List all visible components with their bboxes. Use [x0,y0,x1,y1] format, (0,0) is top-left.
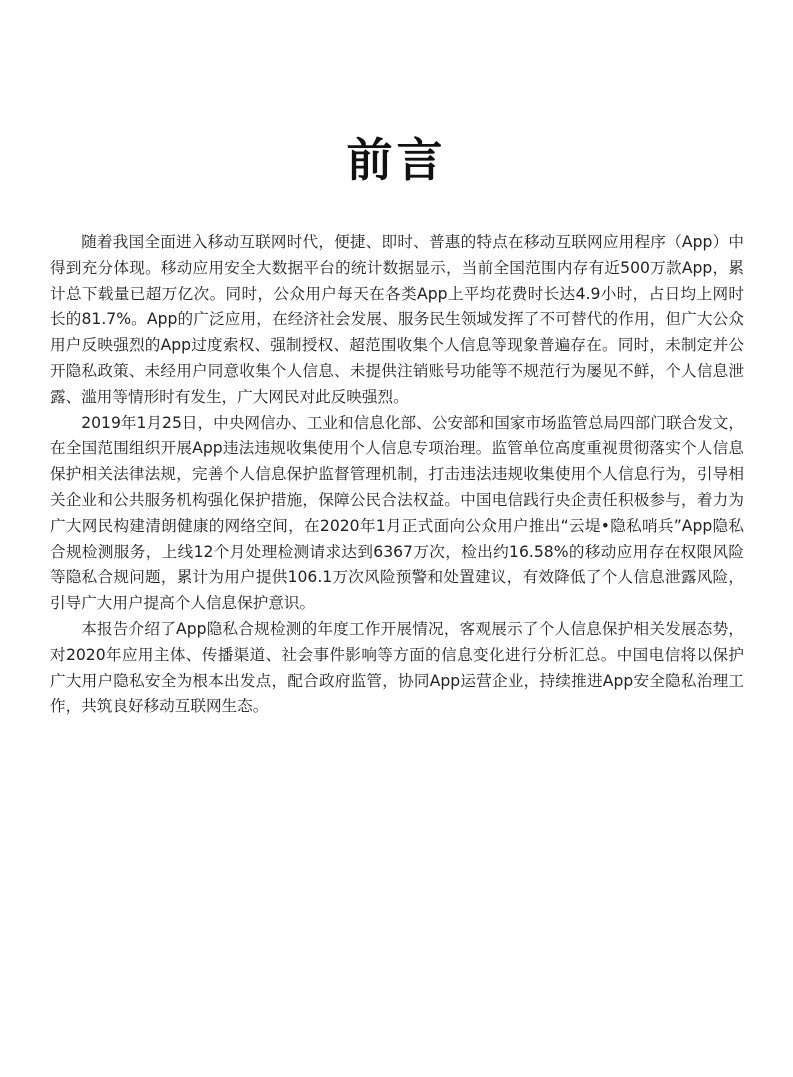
paragraph: 2019年1月25日，中央网信办、工业和信息化部、公安部和国家市场监管总局四部门联合发文，在全国范围组织开展App违法违规收集使用个人信息专项治理。监管单位高度重视贯彻落实个人信息保护相关法律法规，完善个人信息保护监督管理机制，打击违法违规收集使用个人信息行为，引导相关企业和公共服务机构强化保护措施，保障公民合法权益。中国电信践行央企责任积极参与，着力为广大网民构建清朗健康的网络空间，在2020年1月正式面向公众用户推出“云堤•隐私哨兵”App隐私合规检测服务，上线12个月处理检测请求达到6367万次，检出约16.58%的移动应用存在权限风险等隐私合规问题，累计为用户提供106.1万次风险预警和处置建议，有效降低了个人信息泄露风险，引导广大用户提高个人信息保护意识。 [50,413,744,613]
body-text [50,230,744,720]
paragraph: 随着我国全面进入移动互联网时代，便捷、即时、普惠的特点在移动互联网应用程序（App）中得到充分体现。移动应用安全大数据平台的统计数据显示，当前全国范围内存有近500万款App，累计总下载量已超万亿次。同时，公众用户每天在各类App上平均花费时长达4.9小时，占日均上网时长的81.7%。App的广泛应用，在经济社会发展、服务民生领域发挥了不可替代的作用，但广大公众用户反映强烈的App过度索权、强制授权、超范围收集个人信息等现象普遍存在。同时，未制定并公开隐私政策、未经用户同意收集个人信息、未提供注销账号功能等不规范行为屡见不鲜，个人信息泄露、滥用等情形时有发生，广大网民对此反映强烈。 [50,233,744,406]
page-title: 前言 [346,133,447,187]
paragraph: 本报告介绍了App隐私合规检测的年度工作开展情况，客观展示了个人信息保护相关发展态势，对2020年应用主体、传播渠道、社会事件影响等方面的信息变化进行分析汇总。中国电信将以保护广大用户隐私安全为根本出发点，配合政府监管，协同App运营企业，持续推进App安全隐私治理工作，共筑良好移动互联网生态。 [50,619,744,716]
